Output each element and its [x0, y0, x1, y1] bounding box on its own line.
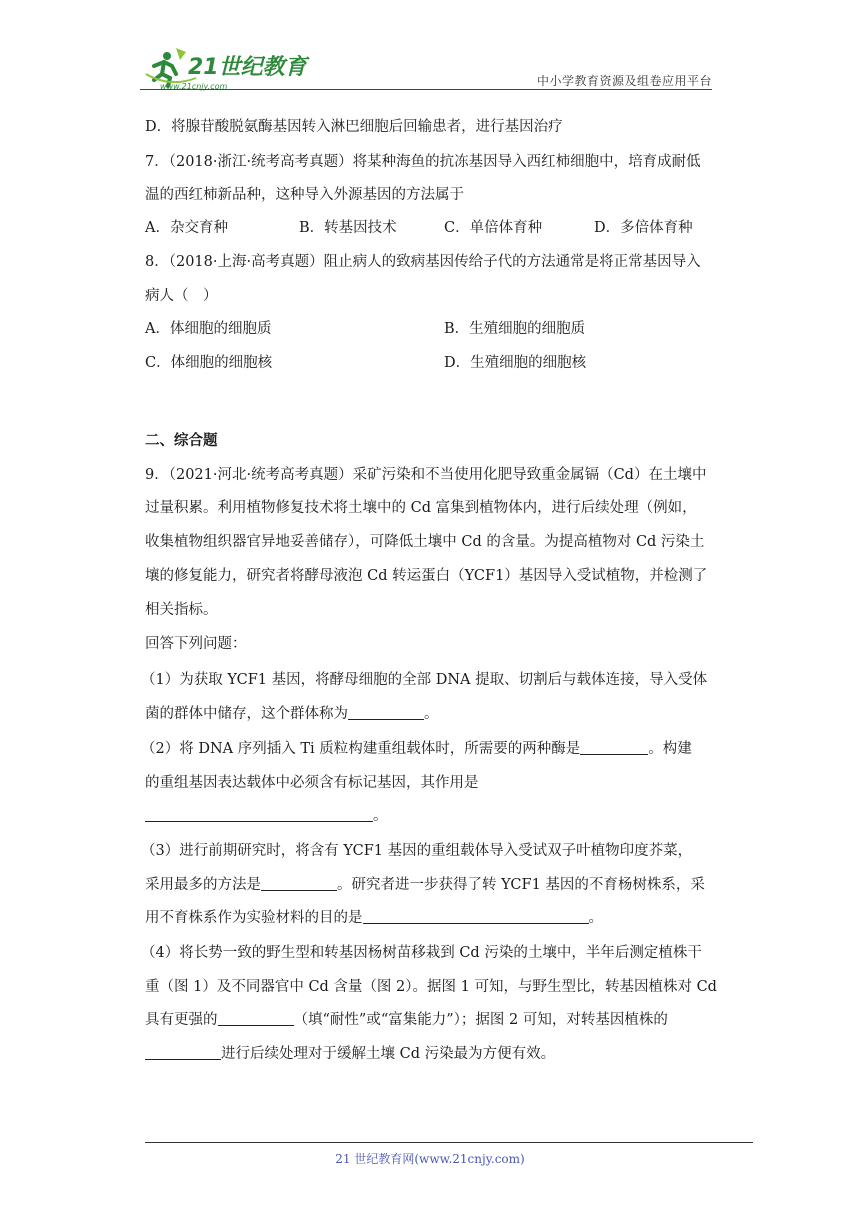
q7-option-a[interactable]: A．杂交育种: [145, 220, 228, 236]
q9-stem-line4: 壤的修复能力，研究者将酵母液泡 Cd 转运蛋白（YCF1）基因导入受试植物，并检测了: [145, 568, 708, 584]
part4-line1: （4）将长势一致的野生型和转基因杨树苗移栽到 Cd 污染的土壤中，半年后测定植株干: [141, 945, 702, 961]
part4-line2: 重（图 1）及不同器官中 Cd 含量（图 2）。据图 1 可知，与野生型比，转基因植株对 Cd: [145, 979, 717, 995]
part2-text: （2）将 DNA 序列插入 Ti 质粒构建重组载体时，所需要的两种酶是: [141, 741, 581, 757]
footer-divider: [145, 1142, 753, 1143]
q7-option-d[interactable]: D．多倍体育种: [594, 220, 693, 236]
q8-option-a[interactable]: A．体细胞的细胞质: [145, 321, 272, 337]
answer-blank-3[interactable]: [145, 806, 373, 822]
answer-blank-5[interactable]: [363, 908, 589, 924]
part1-text: 菌的群体中储存，这个群体称为: [145, 706, 348, 722]
q7-stem-line2: 温的西红柿新品种，这种导入外源基因的方法属于: [145, 187, 464, 203]
part3-line3: [145, 908, 603, 928]
part3-line3-text: 用不育株系作为实验材料的目的是: [145, 910, 363, 926]
part2-line2: 的重组基因表达载体中必须含有标记基因，其作用是: [145, 775, 479, 791]
platform-name: 中小学教育资源及组卷应用平台: [536, 74, 712, 88]
answer-blank-6[interactable]: [218, 1010, 294, 1026]
part3-text: 采用最多的方法是: [145, 877, 261, 893]
part3-line2: [145, 875, 705, 895]
part3-text-end: 。研究者进一步获得了转 YCF1 基因的不育杨树株系，采: [337, 877, 705, 893]
part3-line1: （3）进行前期研究时，将含有 YCF1 基因的重组载体导入受试双子叶植物印度芥菜，: [141, 843, 693, 859]
part4-line3-end: （填“耐性”或“富集能力”）；据图 2 可知，对转基因植株的: [293, 1012, 668, 1028]
svg-text:21世纪教育: 21世纪教育: [188, 55, 307, 80]
q8-stem-line2: 病人（ ）: [145, 288, 218, 304]
q8-stem-line1: 8．（2018·上海·高考真题）阻止病人的致病基因传给子代的方法通常是将正常基因导入: [145, 254, 701, 270]
q8-option-d[interactable]: D．生殖细胞的细胞核: [444, 355, 587, 371]
answer-prompt: 回答下列问题：: [145, 636, 247, 652]
svg-text:www.21cnjy.com: www.21cnjy.com: [160, 82, 228, 91]
answer-blank-7[interactable]: [145, 1044, 221, 1060]
site-logo[interactable]: [140, 44, 320, 92]
q8-option-c[interactable]: C．体细胞的细胞核: [145, 355, 273, 371]
part1-line1: （1）为获取 YCF1 基因，将酵母细胞的全部 DNA 提取、切割后与载体连接，导入受体: [141, 672, 708, 688]
part2-line1: [141, 739, 692, 759]
q7-stem-line1: 7．（2018·浙江·统考高考真题）将某种海鱼的抗冻基因导入西红柿细胞中，培育成耐低: [145, 154, 701, 170]
part2-line3: [145, 806, 388, 826]
answer-blank-1[interactable]: [348, 704, 424, 720]
answer-blank-2[interactable]: [580, 739, 648, 755]
part4-line4-end: 进行后续处理对于缓解土壤 Cd 污染最为方便有效。: [221, 1046, 556, 1062]
part1-line2: [145, 704, 439, 724]
q9-stem-line2: 过量积累。利用植物修复技术将土壤中的 Cd 富集到植物体内，进行后续处理（例如，: [145, 500, 697, 516]
header-divider: [140, 89, 712, 90]
runner-logo-icon: [140, 44, 320, 92]
part2-text-end: 。构建: [648, 741, 692, 757]
part1-end: 。: [424, 706, 439, 722]
q6-option-d: D．将腺苷酸脱氨酶基因转入淋巴细胞后回输患者，进行基因治疗: [145, 119, 563, 135]
section-heading: 二、综合题: [145, 432, 218, 449]
part4-line3: [145, 1010, 668, 1030]
footer-link[interactable]: 21 世纪教育网(www.21cnjy.com): [335, 1152, 525, 1166]
q7-option-b[interactable]: B．转基因技术: [299, 220, 397, 236]
part3-line3-end: 。: [588, 910, 603, 926]
part4-line4: [145, 1044, 555, 1064]
q9-stem-line3: 收集植物组织器官异地妥善储存），可降低土壤中 Cd 的含量。为提高植物对 Cd 污染土: [145, 534, 705, 550]
q7-option-c[interactable]: C．单倍体育种: [444, 220, 543, 236]
q8-option-b[interactable]: B．生殖细胞的细胞质: [444, 321, 586, 337]
part4-line3-text: 具有更强的: [145, 1012, 218, 1028]
q9-stem-line1: 9．（2021·河北·统考高考真题）采矿污染和不当使用化肥导致重金属镉（Cd）在土壤中: [145, 467, 707, 483]
part2-line3-end: 。: [373, 808, 388, 824]
q9-stem-line5: 相关指标。: [145, 602, 218, 618]
answer-blank-4[interactable]: [261, 875, 337, 891]
